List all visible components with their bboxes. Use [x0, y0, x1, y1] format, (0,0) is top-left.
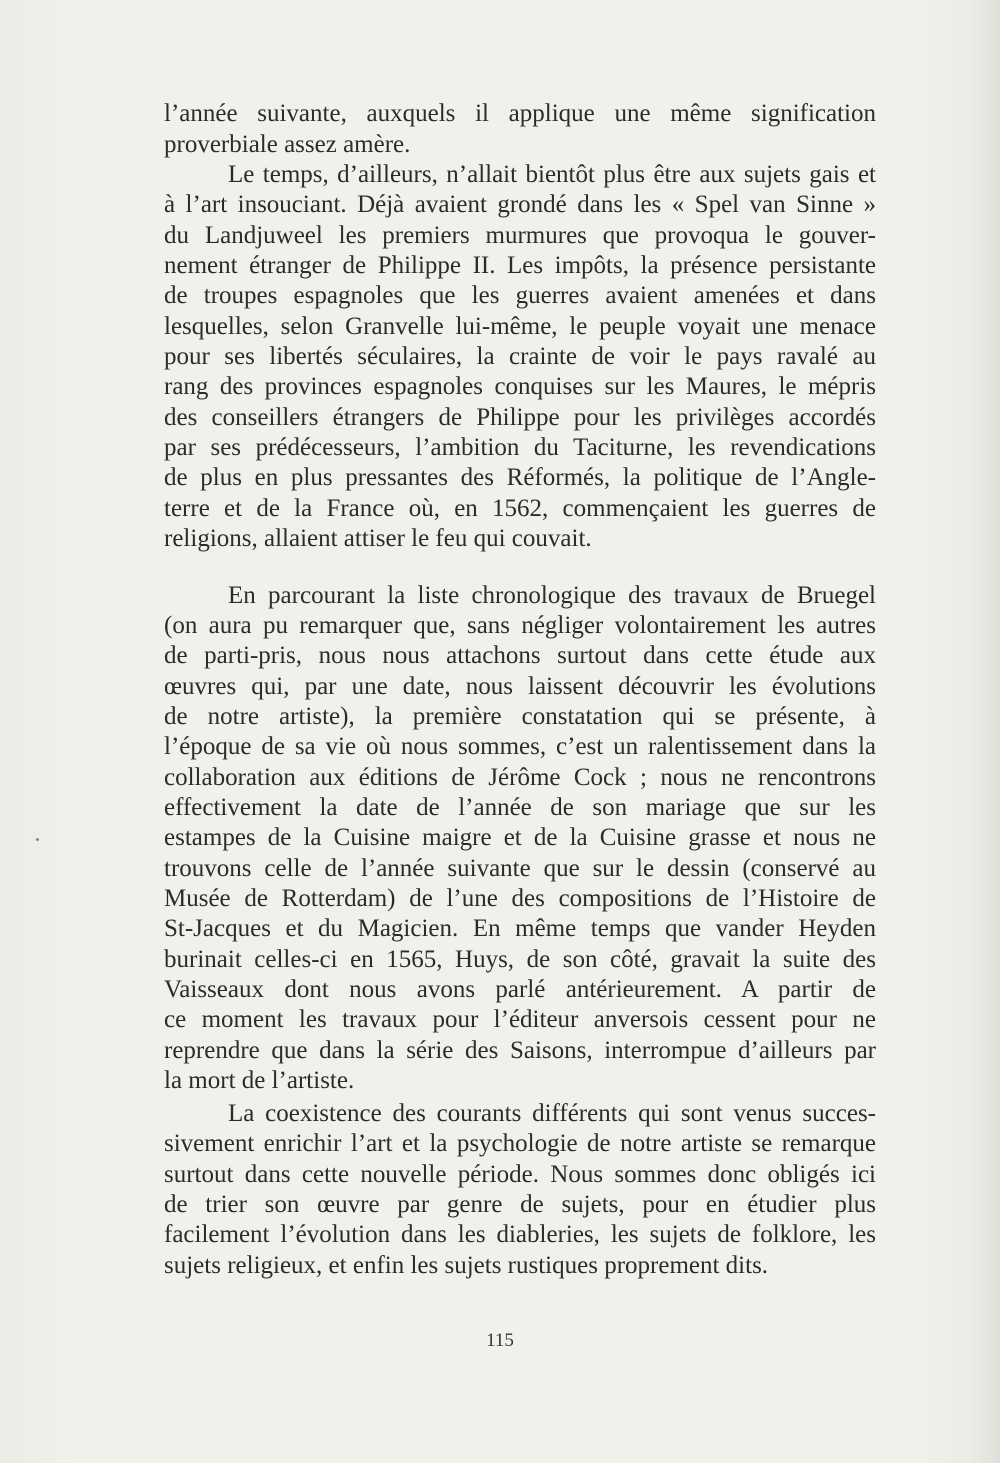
- text-line: la mort de l’artiste.: [164, 1067, 355, 1094]
- text-line: La coexistence des courants différents qui sont venus succes-: [228, 1100, 876, 1127]
- text-line: sujets religieux, et enfin les sujets rustiques proprement dits.: [164, 1252, 769, 1279]
- text-line: pour ses libertés séculaires, la crainte de voir le pays ravalé au: [164, 343, 876, 370]
- text-line: collaboration aux éditions de Jérôme Cock ; nous ne rencontrons: [164, 764, 876, 791]
- text-line: sivement enrichir l’art et la psychologie de notre artiste se remarque: [164, 1130, 876, 1157]
- text-line: effectivement la date de l’année de son mariage que sur les: [164, 794, 876, 821]
- text-line: l’année suivante, auxquels il applique une même signification: [164, 100, 876, 127]
- text-line: de parti-pris, nous nous attachons surtout dans cette étude aux: [164, 642, 876, 669]
- text-line: de plus en plus pressantes des Réformés, la politique de l’Angle-: [164, 464, 876, 491]
- text-line: estampes de la Cuisine maigre et de la Cuisine grasse et nous ne: [164, 824, 876, 851]
- text-line: du Landjuweel les premiers murmures que provoqua le gouver-: [164, 222, 876, 249]
- text-line: lesquelles, selon Granvelle lui-même, le peuple voyait une menace: [164, 313, 876, 340]
- page-edge-shadow: [970, 0, 1000, 1463]
- text-line: des conseillers étrangers de Philippe pour les privilèges accordés: [164, 404, 876, 431]
- text-line: burinait celles-ci en 1565, Huys, de son côté, gravait la suite des: [164, 946, 876, 973]
- text-line: religions, allaient attiser le feu qui couvait.: [164, 525, 592, 552]
- text-line: nement étranger de Philippe II. Les impôts, la présence persistante: [164, 252, 876, 279]
- page-number: 115: [486, 1330, 514, 1351]
- text-line: facilement l’évolution dans les diableries, les sujets de folklore, les: [164, 1221, 876, 1248]
- text-line: reprendre que dans la série des Saisons, interrompue d’ailleurs par: [164, 1037, 876, 1064]
- text-line: En parcourant la liste chronologique des travaux de Bruegel: [228, 582, 876, 609]
- text-line: surtout dans cette nouvelle période. Nous sommes donc obligés ici: [164, 1161, 876, 1188]
- text-line: St-Jacques et du Magicien. En même temps que vander Heyden: [164, 915, 876, 942]
- text-line: ce moment les travaux pour l’éditeur anversois cessent pour ne: [164, 1006, 876, 1033]
- paper-speck: [36, 838, 39, 841]
- text-line: (on aura pu remarquer que, sans négliger volontairement les autres: [164, 612, 876, 639]
- text-line: rang des provinces espagnoles conquises sur les Maures, le mépris: [164, 373, 876, 400]
- text-line: de notre artiste), la première constatation qui se présente, à: [164, 703, 876, 730]
- text-line: œuvres qui, par une date, nous laissent découvrir les évolutions: [164, 673, 876, 700]
- text-line: de trier son œuvre par genre de sujets, pour en étudier plus: [164, 1191, 876, 1218]
- text-line: proverbiale assez amère.: [164, 131, 411, 158]
- text-line: terre et de la France où, en 1562, commençaient les guerres de: [164, 495, 876, 522]
- text-line: l’époque de sa vie où nous sommes, c’est un ralentissement dans la: [164, 733, 876, 760]
- text-line: Vaisseaux dont nous avons parlé antérieurement. A partir de: [164, 976, 876, 1003]
- text-line: trouvons celle de l’année suivante que sur le dessin (conservé au: [164, 855, 876, 882]
- text-line: à l’art insouciant. Déjà avaient grondé dans les « Spel van Sinne »: [164, 191, 876, 218]
- text-line: Musée de Rotterdam) de l’une des compositions de l’Histoire de: [164, 885, 876, 912]
- text-line: par ses prédécesseurs, l’ambition du Taciturne, les revendications: [164, 434, 876, 461]
- text-line: de troupes espagnoles que les guerres avaient amenées et dans: [164, 282, 876, 309]
- text-line: Le temps, d’ailleurs, n’allait bientôt plus être aux sujets gais et: [228, 161, 876, 188]
